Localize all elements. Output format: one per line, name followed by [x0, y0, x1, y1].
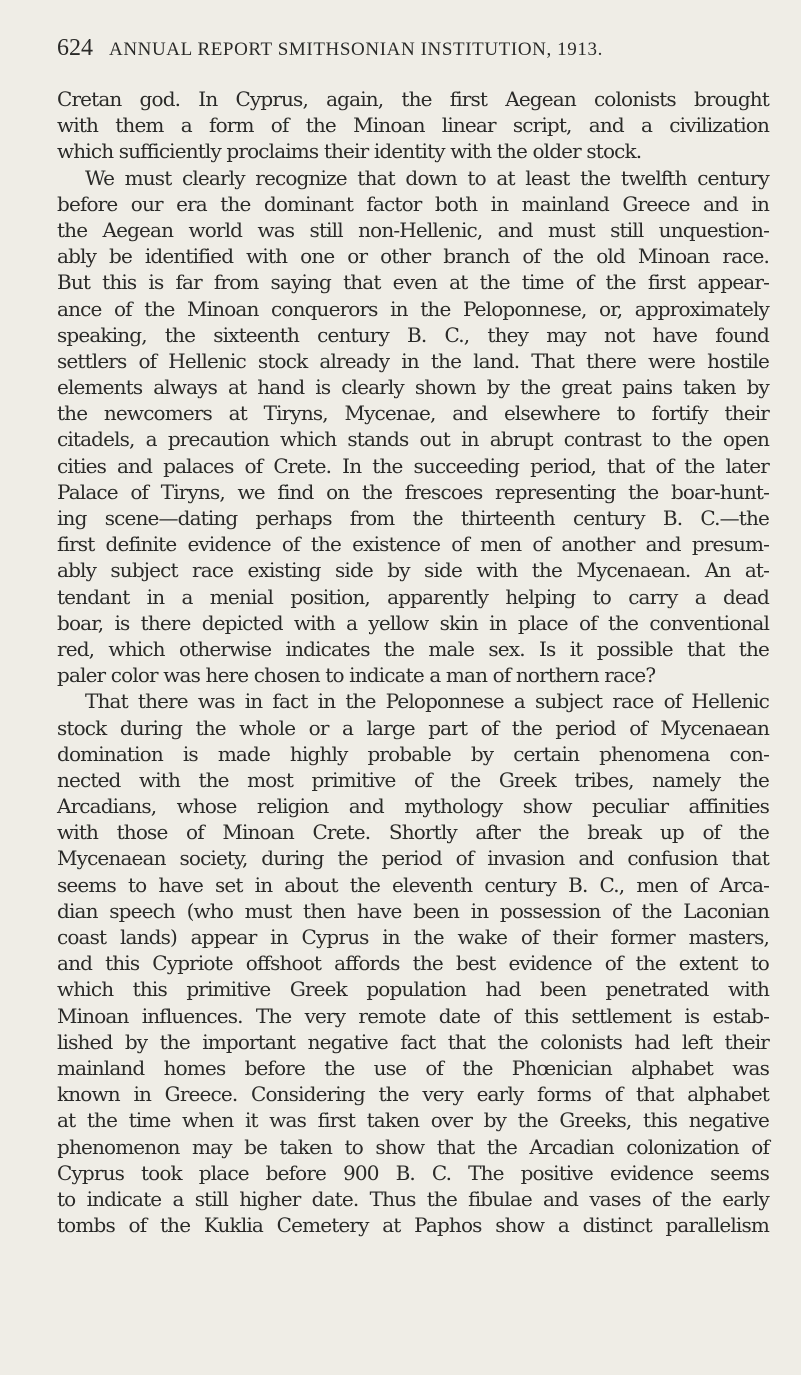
text-line: the newcomers at Tiryns, Mycenae, and elsewhere to fortify their — [57, 401, 769, 426]
text-line: to indicate a still higher date. Thus the fibulae and vases of the early — [57, 1186, 769, 1211]
text-line: nected with the most primitive of the Greek tribes, namely the — [57, 767, 769, 792]
text-line: That there was in fact in the Peloponnese a subject race of Hellenic — [85, 689, 769, 714]
running-title: ANNUAL REPORT SMITHSONIAN INSTITUTION, 1913. — [109, 39, 603, 60]
text-line: ably subject race existing side by side with the Mycenaean. An at- — [57, 558, 769, 583]
text-line: and this Cypriote offshoot affords the best evidence of the extent to — [57, 951, 769, 976]
text-line: the Aegean world was still non-Hellenic, and must still unquestion- — [57, 217, 769, 242]
text-line: settlers of Hellenic stock already in the land. That there were hostile — [57, 348, 769, 373]
text-line: which sufficiently proclaims their identity with the older stock. — [57, 139, 642, 164]
text-line: ance of the Minoan conquerors in the Peloponnese, or, approximately — [57, 296, 769, 321]
text-line: known in Greece. Considering the very early forms of that alphabet — [57, 1082, 769, 1107]
text-line: But this is far from saying that even at the time of the first appear- — [57, 270, 769, 295]
text-line: Mycenaean society, during the period of invasion and confusion that — [57, 846, 769, 871]
text-line: We must clearly recognize that down to at least the twelfth century — [85, 165, 769, 190]
text-line: first definite evidence of the existence of men of another and presum- — [57, 532, 769, 557]
text-line: Minoan influences. The very remote date of this settlement is estab- — [57, 1003, 769, 1028]
text-line: speaking, the sixteenth century B. C., they may not have found — [57, 322, 769, 347]
text-line: Cretan god. In Cyprus, again, the first Aegean colonists brought — [57, 87, 769, 111]
text-line: tombs of the Kuklia Cemetery at Paphos show a distinct parallelism — [57, 1213, 769, 1238]
body-text — [57, 86, 769, 1238]
text-line: dian speech (who must then have been in possession of the Laconian — [57, 898, 769, 923]
text-line: red, which otherwise indicates the male sex. Is it possible that the — [57, 636, 769, 661]
text-line: coast lands) appear in Cyprus in the wake of their former masters, — [57, 925, 769, 949]
text-line: Palace of Tiryns, we find on the frescoes representing the boar-hunt- — [57, 479, 769, 504]
text-line: stock during the whole or a large part of the period of Mycenaean — [57, 715, 769, 740]
text-line: domination is made highly probable by certain phenomena con- — [57, 741, 769, 766]
text-line: elements always at hand is clearly shown by the great pains taken by — [57, 375, 769, 400]
text-line: ably be identified with one or other branch of the old Minoan race. — [57, 244, 769, 269]
text-line: phenomenon may be taken to show that the Arcadian colonization of — [57, 1134, 769, 1159]
text-line: with those of Minoan Crete. Shortly after the break up of the — [57, 820, 769, 845]
text-line: before our era the dominant factor both in mainland Greece and in — [57, 191, 769, 216]
text-line: paler color was here chosen to indicate a man of northern race? — [57, 663, 656, 688]
text-line: lished by the important negative fact that the colonists had left their — [57, 1029, 769, 1054]
text-line: Arcadians, whose religion and mythology show peculiar affinities — [57, 794, 769, 819]
text-line: which this primitive Greek population had been penetrated with — [57, 977, 769, 1002]
text-line: ing scene—dating perhaps from the thirteenth century B. C.—the — [57, 506, 769, 530]
text-line: at the time when it was first taken over by the Greeks, this negative — [57, 1108, 769, 1133]
text-line: seems to have set in about the eleventh century B. C., men of Arca- — [57, 872, 769, 897]
text-line: citadels, a precaution which stands out in abrupt contrast to the open — [57, 427, 769, 452]
text-line: boar, is there depicted with a yellow skin in place of the conventional — [57, 610, 769, 635]
text-line: with them a form of the Minoan linear script, and a civilization — [57, 113, 769, 138]
text-line: mainland homes before the use of the Phœnician alphabet was — [57, 1055, 769, 1080]
page-number: 624 — [57, 35, 93, 61]
running-head — [57, 34, 757, 62]
text-line: Cyprus took place before 900 B. C. The positive evidence seems — [57, 1160, 769, 1185]
text-line: tendant in a menial position, apparently helping to carry a dead — [57, 584, 769, 609]
text-line: cities and palaces of Crete. In the succeeding period, that of the later — [57, 453, 769, 478]
